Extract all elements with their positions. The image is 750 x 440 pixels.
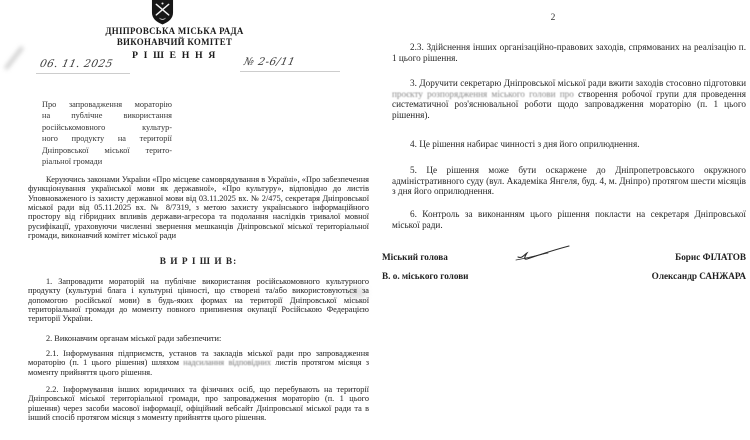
clause-3 xyxy=(392,78,746,120)
subject-block xyxy=(42,99,172,167)
subject-line: російськомовного культур- xyxy=(42,122,172,132)
clause-2-3: 2.3. Здійснення інших організаційно-правових заходів, спрямованих на реалізацію п. 1 цього рішення. xyxy=(392,42,746,63)
clause-3-text: створення робочої групи для проведення систематичної роз'яснювальної роботи щодо запровадження мораторію (п. 1 цього рішення). xyxy=(392,88,746,120)
clause-2-1-faded-text: надсилання відповідних xyxy=(183,358,271,368)
clause-1: 1. Запровадити мораторій на публічне використання російськомовного культурного продукту (культурні блага і культурні цінності, що створені та/або використовуються за допомогою російської мови) в будь-яких формах на території Дніпровської міської територіальної громади до моменту повного припинення окупації Російською Федерацією території України. xyxy=(28,277,369,324)
clause-2-1 xyxy=(28,349,369,377)
document-type-heading: Р І Ш Е Н Н Я xyxy=(132,50,217,61)
clause-2-1-text: 2.1. Інформування підприємств, установ та закладів міської ради про запровадження мораторію (п. 1 цього рішення) шляхом xyxy=(28,349,369,368)
clause-4: 4. Це рішення набирає чинності з дня його оприлюднення. xyxy=(410,139,640,149)
official-name: Олександр САНЖАРА xyxy=(651,271,746,281)
number-underline xyxy=(240,71,340,72)
city-coat-of-arms-icon xyxy=(151,0,174,25)
official-position: Міський голова xyxy=(382,252,448,262)
date-underline xyxy=(36,73,130,74)
subject-line: Дніпровської міської терито- xyxy=(42,145,172,155)
official-position: В. о. міського голови xyxy=(382,271,469,281)
subject-line: ного продукту на території xyxy=(42,134,172,144)
clause-3-faded-text: проєкту розпорядження міського голови про xyxy=(392,88,574,99)
org-name-line2: ВИКОНАВЧИЙ КОМІТЕТ xyxy=(116,37,233,47)
org-name-line1: ДНІПРОВСЬКА МІСЬКА РАДА xyxy=(105,26,244,36)
clause-6: 6. Контроль за виконанням цього рішення покласти на секретаря Дніпровської міської ради. xyxy=(392,209,746,230)
subject-line: Про запровадження мораторію xyxy=(42,100,172,109)
clause-3-text: 3. Доручити секретарю Дніпровської міської ради вжити заходів стосовно підготовки xyxy=(410,78,746,88)
page-number: 2 xyxy=(550,13,556,23)
clause-2-2: 2.2. Інформування інших юридичних та фізичних осіб, що перебувають на території Дніпровської міської територіальної громади, про запровадження мораторію (п. 1 цього рішення) через засоби масової інформації, офіційний вебсайт Дніпровської міської ради та в інший спосіб протягом місяця з моменту прийняття цього рішення. xyxy=(28,385,369,423)
signature-row xyxy=(382,271,746,281)
signature-row xyxy=(382,252,746,262)
subject-line: ріальної громади xyxy=(42,157,103,167)
handwritten-date: 06. 11. 2025 xyxy=(38,58,115,70)
resolved-heading: В И Р І Ш И В: xyxy=(159,257,238,267)
clause-2-1-text: листів протягом місяця з моменту прийняття цього рішення. xyxy=(28,358,369,377)
clause-2: 2. Виконавчим органам міської ради забезпечити: xyxy=(46,334,222,343)
subject-line: на публічне використання xyxy=(42,111,172,121)
clause-5: 5. Це рішення може бути оскаржене до Дніпропетровського окружного адміністративного суду (вул. Академіка Янгеля, буд. 4, м. Дніпро) протягом шести місяців з дня його оприлюднення. xyxy=(392,165,746,197)
page-2 xyxy=(382,0,746,440)
handwritten-number: № 2-6/11 xyxy=(242,56,297,68)
official-name: Борис ФІЛАТОВ xyxy=(675,252,746,262)
page-1 xyxy=(28,0,369,440)
preamble: Керуючись законами України «Про місцеве самоврядування в Україні», «Про забезпечення функціонування української мови як державної», «Про культуру», відповідно до листів Уповноваженого із захисту державної мови від 03.11.2025 вх. № 2/475, секретаря Дніпровської міської ради від 05.11.2025 вх. № 8/7319, з метою захисту українського інформаційного простору від гібридних впливів держави-агресора та подолання наслідків тривалої мовної русифікації, ураховуючи численні звернення мешканців Дніпровської міської територіальної громади, виконавчий комітет міської ради xyxy=(28,175,369,241)
